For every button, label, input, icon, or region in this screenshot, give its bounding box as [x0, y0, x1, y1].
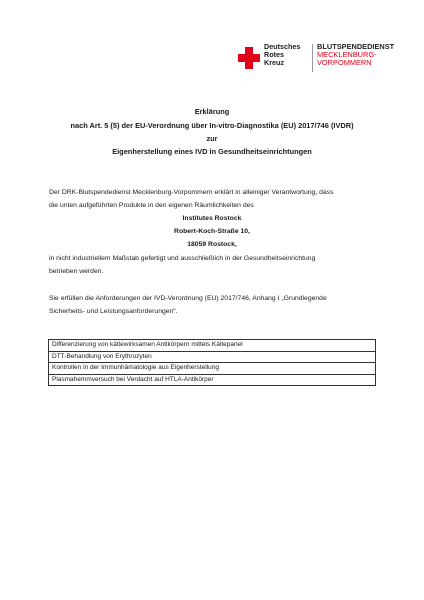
paragraph-1-line-3: in nicht industriellem Maßstab gefertigt und ausschließlich in der Gesundheitseinrichtung — [49, 255, 316, 262]
drk-line-1: Deutsches — [264, 42, 301, 51]
service-wordmark — [317, 43, 394, 68]
document-subtitle-topic: Eigenherstellung eines IVD in Gesundheitseinrichtungen — [112, 147, 312, 156]
service-line-3: VORPOMMERN — [317, 58, 372, 68]
drk-wordmark — [264, 43, 300, 68]
product-cell: Kontrollen in der Immunhämatologie aus Eigenherstellung — [49, 363, 376, 375]
table-row — [49, 374, 376, 386]
product-cell: Differenzierung von kältewirksamen Antikörpern mittels Kältepanel — [49, 340, 376, 352]
product-cell: Plasmahemmversuch bei Verdacht auf HTLA-Antikörper — [49, 374, 376, 386]
institute-name: Institutes Rostock — [182, 215, 242, 222]
document-title: Erklärung — [194, 107, 230, 116]
logo-divider — [312, 44, 313, 72]
document-subtitle: nach Art. 5 (5) der EU-Verordnung über In-vitro-Diagnostika (EU) 2017/746 (IVDR) — [70, 121, 354, 130]
document-subtitle-connector: zur — [206, 134, 218, 143]
table-row — [49, 363, 376, 375]
service-line-2: MECKLENBURG- — [317, 50, 377, 60]
drk-line-3: Kreuz — [264, 58, 284, 68]
paragraph-2-line-2: Sicherheits- und Leistungsanforderungen“. — [49, 308, 178, 315]
service-line-1: BLUTSPENDEDIENST — [317, 42, 395, 51]
table-row — [49, 351, 376, 363]
paragraph-2-line-1: Sie erfüllen die Anforderungen der IVD-Verordnung (EU) 2017/746, Anhang I „Grundlegende — [49, 295, 327, 302]
paragraph-1-line-2: die unten aufgeführten Produkte in den eigenen Räumlichkeiten des — [49, 202, 254, 209]
red-cross-icon — [238, 47, 260, 69]
product-cell: DTT-Behandlung von Erythrozyten — [49, 351, 376, 363]
table-row — [49, 340, 376, 352]
drk-line-2: Rotes — [264, 50, 284, 60]
institute-street: Robert-Koch-Straße 10, — [174, 228, 250, 235]
products-table — [48, 339, 376, 386]
paragraph-1-line-4: betrieben werden. — [49, 268, 104, 275]
institute-city: 18059 Rostock, — [187, 241, 237, 248]
paragraph-1-line-1: Der DRK-Blutspendedienst Mecklenburg-Vorpommern erklärt in alleiniger Verantwortung, dass — [49, 189, 334, 196]
